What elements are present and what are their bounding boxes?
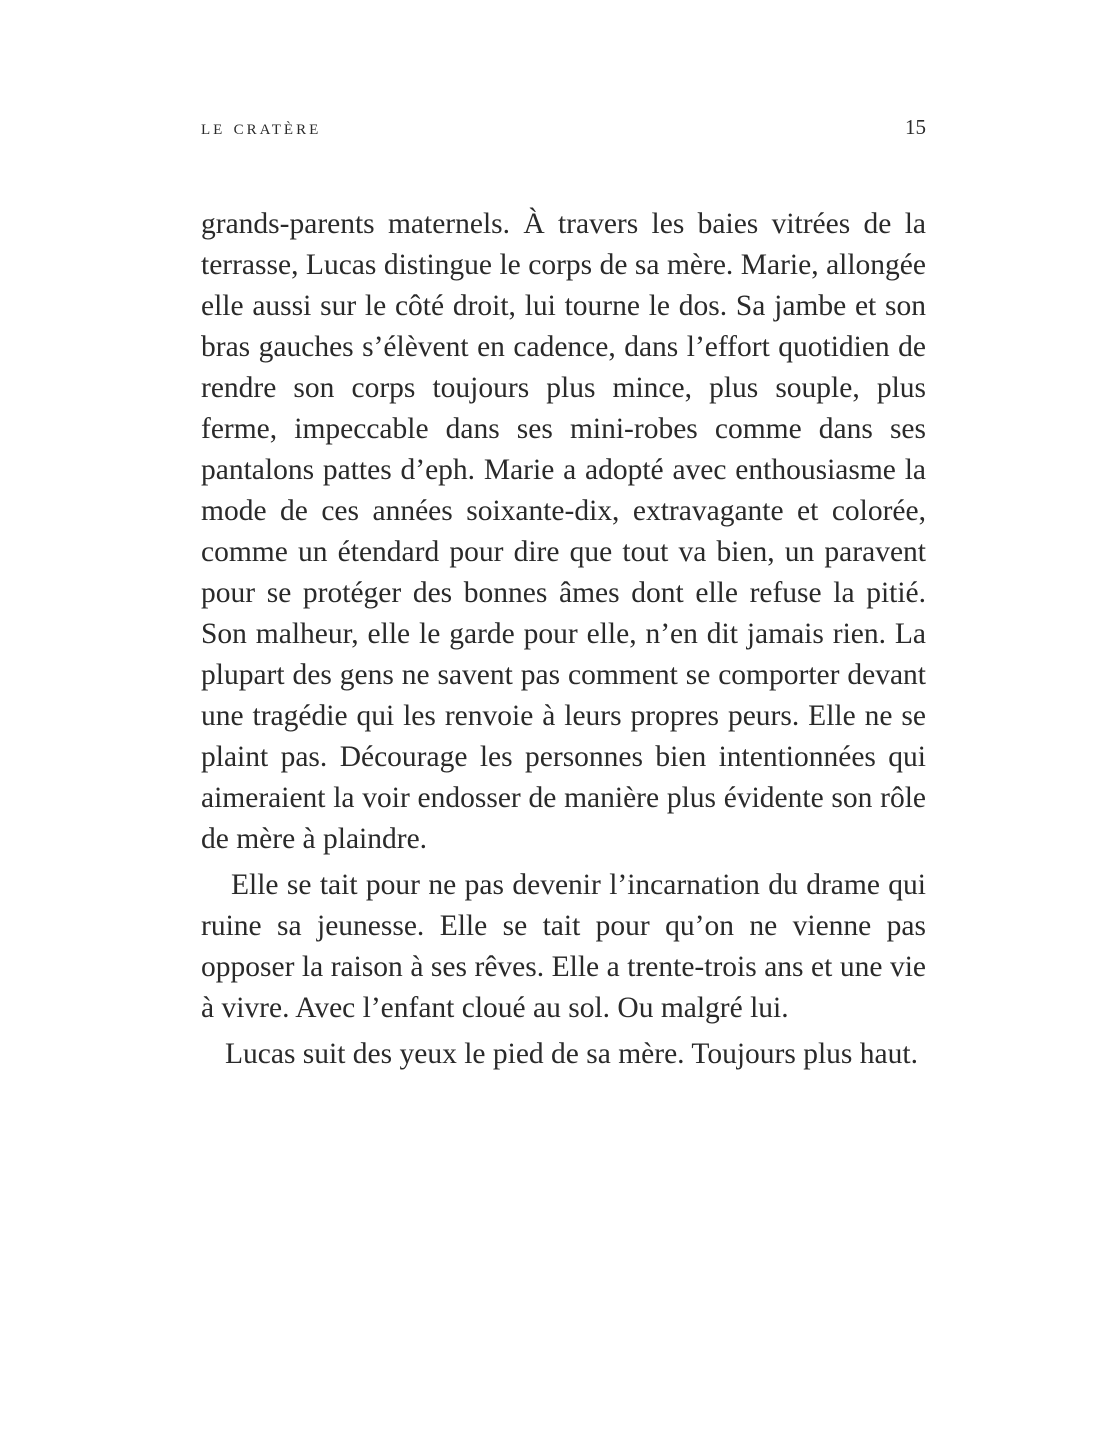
body-text bbox=[201, 204, 926, 1080]
paragraph-3: Lucas suit des yeux le pied de sa mère. Toujours plus haut. bbox=[225, 1038, 918, 1070]
paragraph-1: grands-parents maternels. À travers les baies vitrées de la terrasse, Lucas distingue le corps de sa mère. Marie, allongée elle aussi sur le côté droit, lui tourne le dos. Sa jambe et son bras gauches s’élèvent en cadence, dans l’effort quotidien de rendre son corps toujours plus mince, plus souple, plus ferme, impeccable dans ses mini-robes comme dans ses pantalons pattes d’eph. Marie a adopté avec enthousiasme la mode de ces années soixante-dix, extravagante et colorée, comme un étendard pour dire que tout va bien, un paravent pour se protéger des bonnes âmes dont elle refuse la pitié. Son malheur, elle le garde pour elle, n’en dit jamais rien. La plupart des gens ne savent pas comment se comporter devant une tragédie qui les renvoie à leurs propres peurs. Elle ne se plaint pas. Décourage les personnes bien intentionnées qui aimeraient la voir endosser de manière plus évidente son rôle de mère à plaindre. bbox=[201, 208, 926, 855]
running-title: le cratère bbox=[201, 115, 322, 139]
page-number: 15 bbox=[905, 115, 926, 139]
paragraph-2: Elle se tait pour ne pas devenir l’incarnation du drame qui ruine sa jeunesse. Elle se tait pour qu’on ne vienne pas opposer la raison à ses rêves. Elle a trente-trois ans et une vie à vivre. Avec l’enfant cloué au sol. Ou malgré lui. bbox=[201, 869, 926, 1024]
running-head bbox=[201, 113, 926, 143]
